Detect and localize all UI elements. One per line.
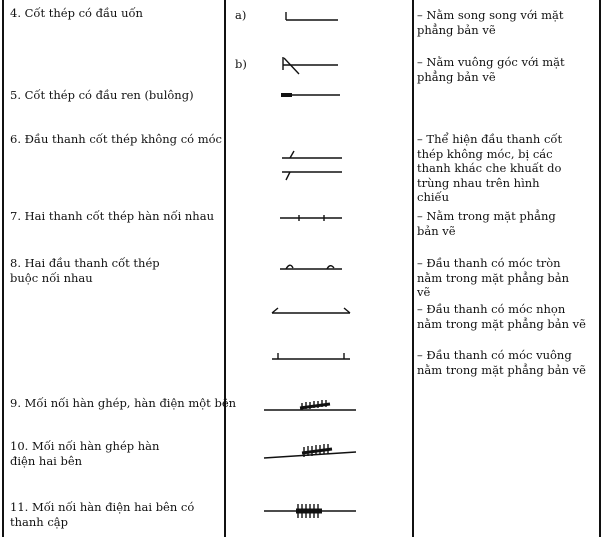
description-sharp-hook — [417, 302, 592, 331]
description-in-plane — [417, 209, 567, 238]
description-text: – Đầu thanh có móc vuông nằm trong mặt phẳng bản vẽ — [417, 348, 586, 377]
row-label-weld-with-splice-bar: 11. Mối nối hàn điện hai bên có thanh cập — [10, 500, 195, 529]
row-label-welded-bars: 7. Hai thanh cốt thép hàn nối nhau — [10, 209, 214, 223]
description-text: – Nằm trong mặt phẳng bản vẽ — [417, 209, 556, 238]
description-text: – Đầu thanh có móc tròn nằm trong mặt phẳng bản vẽ — [417, 256, 569, 299]
column-divider-1 — [224, 0, 226, 537]
row-label-lap-weld-two-sides: 10. Mối nối hàn ghép hàn điện hai bên — [10, 439, 160, 468]
bent-end-parallel-symbol — [278, 12, 348, 26]
description-text: – Nằm vuông góc với mặt phẳng bản vẽ — [417, 55, 565, 84]
description-hidden-end — [417, 132, 575, 205]
description-round-hook — [417, 256, 582, 300]
table-border-right — [599, 0, 601, 537]
square-hook-end-symbol — [270, 350, 354, 364]
threaded-end-symbol — [278, 89, 348, 101]
row-label-end-no-hook: 6. Đầu thanh cốt thép không có móc — [10, 132, 222, 146]
description-text: – Nằm song song với mặt phẳng bản vẽ — [417, 8, 564, 37]
column-divider-2 — [412, 0, 414, 537]
lap-weld-two-sides-symbol — [262, 441, 362, 463]
row-label-bent-end: 4. Cốt thép có đầu uốn — [10, 6, 143, 20]
end-no-hook-symbol — [280, 150, 350, 180]
description-perpendicular — [417, 55, 577, 84]
row-label-tied-ends: 8. Hai đầu thanh cốt thép buộc nối nhau — [10, 256, 160, 285]
row-label-lap-weld-one-side: 9. Mối nối hàn ghép, hàn điện một bên — [10, 396, 237, 410]
description-text: – Thể hiện đầu thanh cốt thép không móc, bị các thanh khác che khuất do trùng nhau trên hình chiếu — [417, 132, 563, 204]
description-text: – Đầu thanh có móc nhọn nằm trong mặt phẳng bản vẽ — [417, 302, 586, 331]
round-hook-end-symbol — [278, 259, 354, 275]
weld-with-splice-bar-symbol — [262, 500, 362, 522]
bent-end-perpendicular-symbol — [275, 54, 350, 78]
welded-bars-symbol — [278, 211, 354, 225]
sharp-hook-end-symbol — [268, 306, 354, 320]
description-square-hook — [417, 348, 595, 377]
variant-a-label: a) — [235, 8, 247, 22]
variant-b-label: b) — [235, 57, 247, 71]
description-parallel — [417, 8, 577, 37]
row-label-threaded-end: 5. Cốt thép có đầu ren (bulông) — [10, 88, 194, 102]
lap-weld-one-side-symbol — [262, 398, 362, 416]
table-border-left — [2, 0, 4, 537]
